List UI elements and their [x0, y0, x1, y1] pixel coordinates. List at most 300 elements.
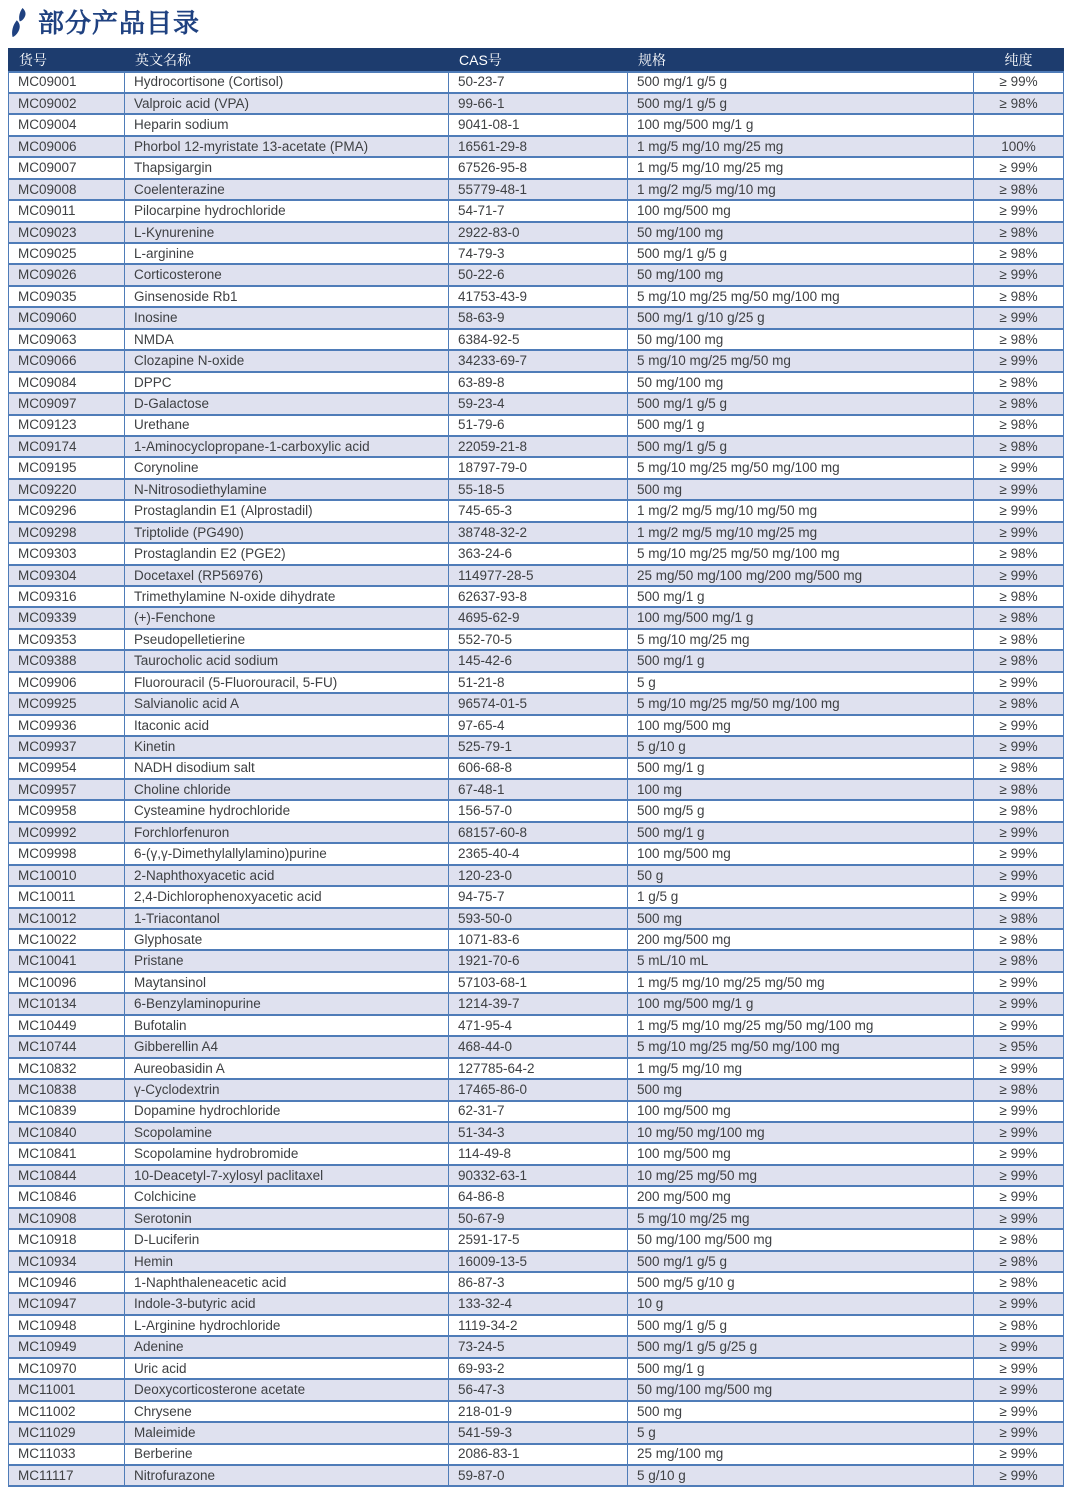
english-name-cell: Choline chloride — [125, 779, 449, 800]
english-name-cell: Prostaglandin E2 (PGE2) — [125, 543, 449, 564]
table-row — [9, 500, 1064, 521]
cas-no-cell: 1119-34-2 — [449, 1315, 628, 1336]
table-row — [9, 222, 1064, 243]
table-row — [9, 1143, 1064, 1164]
cas-no-cell: 145-42-6 — [449, 650, 628, 671]
table-row — [9, 350, 1064, 371]
english-name-cell: Forchlorfenuron — [125, 822, 449, 843]
purity-cell: ≥ 99% — [974, 200, 1064, 221]
cas-no-cell: 1921-70-6 — [449, 950, 628, 971]
specification-cell: 1 mg/5 mg/10 mg/25 mg/50 mg — [628, 972, 974, 993]
purity-cell: ≥ 98% — [974, 650, 1064, 671]
purity-cell: ≥ 99% — [974, 1293, 1064, 1314]
table-row — [9, 565, 1064, 586]
english-name-cell: Deoxycorticosterone acetate — [125, 1379, 449, 1400]
catalog-no-cell: MC11002 — [9, 1401, 125, 1422]
cas-no-cell: 58-63-9 — [449, 307, 628, 328]
catalog-no-cell: MC10841 — [9, 1143, 125, 1164]
table-row — [9, 693, 1064, 714]
catalog-no-cell: MC10840 — [9, 1122, 125, 1143]
catalog-no-cell: MC09925 — [9, 693, 125, 714]
english-name-cell: Scopolamine hydrobromide — [125, 1143, 449, 1164]
catalog-no-cell: MC09066 — [9, 350, 125, 371]
purity-cell: ≥ 98% — [974, 779, 1064, 800]
catalog-no-cell: MC10022 — [9, 929, 125, 950]
catalog-no-cell: MC10970 — [9, 1358, 125, 1379]
specification-cell: 100 mg — [628, 779, 974, 800]
cas-no-cell: 133-32-4 — [449, 1293, 628, 1314]
english-name-cell: 1-Triacontanol — [125, 908, 449, 929]
table-row — [9, 1186, 1064, 1207]
cas-no-cell: 94-75-7 — [449, 886, 628, 907]
english-name-cell: Uric acid — [125, 1358, 449, 1379]
english-name-cell: 6-(γ,γ-Dimethylallylamino)purine — [125, 843, 449, 864]
english-name-cell: Heparin sodium — [125, 114, 449, 135]
english-name-cell: D-Galactose — [125, 393, 449, 414]
specification-cell: 1 mg/2 mg/5 mg/10 mg/25 mg — [628, 522, 974, 543]
purity-cell: ≥ 98% — [974, 586, 1064, 607]
cas-no-cell: 606-68-8 — [449, 758, 628, 779]
cas-no-cell: 51-79-6 — [449, 415, 628, 436]
specification-cell: 100 mg/500 mg — [628, 1101, 974, 1122]
english-name-cell: Pseudopelletierine — [125, 629, 449, 650]
table-row — [9, 1036, 1064, 1057]
catalog-no-cell: MC09992 — [9, 822, 125, 843]
table-row — [9, 1208, 1064, 1229]
cas-no-cell: 51-34-3 — [449, 1122, 628, 1143]
catalog-no-cell: MC09316 — [9, 586, 125, 607]
catalog-no-cell: MC09025 — [9, 243, 125, 264]
specification-cell: 200 mg/500 mg — [628, 1186, 974, 1207]
table-row — [9, 972, 1064, 993]
table-row — [9, 157, 1064, 178]
table-row — [9, 415, 1064, 436]
english-name-cell: Corticosterone — [125, 264, 449, 285]
specification-cell: 25 mg/100 mg — [628, 1444, 974, 1465]
catalog-no-cell: MC11001 — [9, 1379, 125, 1400]
table-row — [9, 1422, 1064, 1443]
specification-cell: 500 mg/1 g/5 g — [628, 436, 974, 457]
specification-cell: 500 mg — [628, 1401, 974, 1422]
purity-cell: ≥ 98% — [974, 693, 1064, 714]
table-row — [9, 1465, 1064, 1486]
specification-cell: 500 mg/5 g — [628, 800, 974, 821]
specification-cell: 5 mg/10 mg/25 mg/50 mg/100 mg — [628, 286, 974, 307]
cas-no-cell: 114-49-8 — [449, 1143, 628, 1164]
page-title: 部分产品目录 — [38, 8, 201, 38]
table-row — [9, 114, 1064, 135]
table-row — [9, 1015, 1064, 1036]
specification-cell: 500 mg/1 g — [628, 1358, 974, 1379]
table-row — [9, 1101, 1064, 1122]
english-name-cell: Clozapine N-oxide — [125, 350, 449, 371]
specification-cell: 500 mg — [628, 1079, 974, 1100]
cas-no-cell: 114977-28-5 — [449, 565, 628, 586]
cas-no-cell: 2591-17-5 — [449, 1229, 628, 1250]
cas-no-cell: 67526-95-8 — [449, 157, 628, 178]
catalog-no-cell: MC09007 — [9, 157, 125, 178]
specification-cell: 1 mg/5 mg/10 mg — [628, 1058, 974, 1079]
specification-cell: 200 mg/500 mg — [628, 929, 974, 950]
specification-cell: 10 mg/50 mg/100 mg — [628, 1122, 974, 1143]
catalog-no-cell: MC09936 — [9, 715, 125, 736]
cas-no-cell: 90332-63-1 — [449, 1165, 628, 1186]
purity-cell: ≥ 99% — [974, 350, 1064, 371]
cas-no-cell: 18797-79-0 — [449, 457, 628, 478]
table-header-row — [9, 49, 1064, 72]
purity-cell: ≥ 99% — [974, 157, 1064, 178]
table-row — [9, 993, 1064, 1014]
purity-cell: 100% — [974, 136, 1064, 157]
table-row — [9, 629, 1064, 650]
english-name-cell: Docetaxel (RP56976) — [125, 565, 449, 586]
catalog-no-cell: MC10918 — [9, 1229, 125, 1250]
cas-no-cell: 55779-48-1 — [449, 179, 628, 200]
english-name-cell: Dopamine hydrochloride — [125, 1101, 449, 1122]
english-name-cell: Triptolide (PG490) — [125, 522, 449, 543]
catalog-no-cell: MC10744 — [9, 1036, 125, 1057]
english-name-cell: Aureobasidin A — [125, 1058, 449, 1079]
purity-cell: ≥ 98% — [974, 1079, 1064, 1100]
table-row — [9, 1358, 1064, 1379]
purity-cell: ≥ 99% — [974, 457, 1064, 478]
purity-cell: ≥ 99% — [974, 1336, 1064, 1357]
cas-no-cell: 218-01-9 — [449, 1401, 628, 1422]
table-row — [9, 843, 1064, 864]
cas-no-cell: 62-31-7 — [449, 1101, 628, 1122]
cas-no-cell: 541-59-3 — [449, 1422, 628, 1443]
english-name-cell: Ginsenoside Rb1 — [125, 286, 449, 307]
english-name-cell: Urethane — [125, 415, 449, 436]
catalog-no-cell: MC10832 — [9, 1058, 125, 1079]
specification-cell: 500 mg/1 g/5 g — [628, 243, 974, 264]
specification-cell: 100 mg/500 mg/1 g — [628, 993, 974, 1014]
table-row — [9, 1251, 1064, 1272]
table-row — [9, 1315, 1064, 1336]
purity-cell: ≥ 99% — [974, 522, 1064, 543]
table-row — [9, 1229, 1064, 1250]
cas-no-cell: 68157-60-8 — [449, 822, 628, 843]
specification-cell: 5 mL/10 mL — [628, 950, 974, 971]
catalog-no-cell: MC11033 — [9, 1444, 125, 1465]
catalog-no-cell: MC09954 — [9, 758, 125, 779]
purity-cell: ≥ 99% — [974, 1015, 1064, 1036]
purity-cell: ≥ 98% — [974, 286, 1064, 307]
purity-cell — [974, 114, 1064, 135]
english-name-cell: γ-Cyclodextrin — [125, 1079, 449, 1100]
english-name-cell: Corynoline — [125, 457, 449, 478]
cas-no-cell: 1214-39-7 — [449, 993, 628, 1014]
cas-no-cell: 525-79-1 — [449, 736, 628, 757]
table-row — [9, 607, 1064, 628]
purity-cell: ≥ 99% — [974, 865, 1064, 886]
table-row — [9, 672, 1064, 693]
purity-cell: ≥ 99% — [974, 1101, 1064, 1122]
table-row — [9, 522, 1064, 543]
catalog-no-cell: MC09298 — [9, 522, 125, 543]
cas-no-cell: 59-23-4 — [449, 393, 628, 414]
english-name-cell: Scopolamine — [125, 1122, 449, 1143]
specification-cell: 500 mg — [628, 479, 974, 500]
table-row — [9, 822, 1064, 843]
catalog-no-cell: MC10908 — [9, 1208, 125, 1229]
purity-cell: ≥ 99% — [974, 1358, 1064, 1379]
specification-cell: 50 mg/100 mg — [628, 264, 974, 285]
specification-cell: 500 mg — [628, 908, 974, 929]
cas-no-cell: 120-23-0 — [449, 865, 628, 886]
table-row — [9, 264, 1064, 285]
english-name-cell: Colchicine — [125, 1186, 449, 1207]
cas-no-cell: 156-57-0 — [449, 800, 628, 821]
cas-no-cell: 97-65-4 — [449, 715, 628, 736]
english-name-cell: 2-Naphthoxyacetic acid — [125, 865, 449, 886]
catalog-no-cell: MC09220 — [9, 479, 125, 500]
specification-cell: 5 mg/10 mg/25 mg — [628, 629, 974, 650]
purity-cell: ≥ 98% — [974, 800, 1064, 821]
cas-no-cell: 59-87-0 — [449, 1465, 628, 1486]
table-row — [9, 457, 1064, 478]
specification-cell: 500 mg/1 g — [628, 758, 974, 779]
english-name-cell: Valproic acid (VPA) — [125, 93, 449, 114]
purity-cell: ≥ 99% — [974, 500, 1064, 521]
english-name-cell: Hemin — [125, 1251, 449, 1272]
english-name-cell: Maleimide — [125, 1422, 449, 1443]
cas-no-cell: 6384-92-5 — [449, 329, 628, 350]
table-row — [9, 1336, 1064, 1357]
purity-cell: ≥ 98% — [974, 929, 1064, 950]
catalog-no-cell: MC09006 — [9, 136, 125, 157]
cas-no-cell: 2922-83-0 — [449, 222, 628, 243]
purity-cell: ≥ 98% — [974, 1251, 1064, 1272]
table-row — [9, 1444, 1064, 1465]
purity-cell: ≥ 99% — [974, 1422, 1064, 1443]
specification-cell: 1 mg/5 mg/10 mg/25 mg/50 mg/100 mg — [628, 1015, 974, 1036]
specification-cell: 500 mg/1 g — [628, 415, 974, 436]
cas-no-cell: 50-22-6 — [449, 264, 628, 285]
table-row — [9, 372, 1064, 393]
catalog-no-cell: MC09002 — [9, 93, 125, 114]
catalog-no-cell: MC11029 — [9, 1422, 125, 1443]
english-name-cell: Bufotalin — [125, 1015, 449, 1036]
english-name-cell: Thapsigargin — [125, 157, 449, 178]
specification-cell: 500 mg/1 g — [628, 586, 974, 607]
cas-no-cell: 41753-43-9 — [449, 286, 628, 307]
purity-cell: ≥ 98% — [974, 607, 1064, 628]
column-header-english-name: 英文名称 — [125, 49, 449, 72]
specification-cell: 50 mg/100 mg — [628, 372, 974, 393]
table-row — [9, 179, 1064, 200]
purity-cell: ≥ 99% — [974, 1165, 1064, 1186]
purity-cell: ≥ 98% — [974, 1315, 1064, 1336]
english-name-cell: 1-Naphthaleneacetic acid — [125, 1272, 449, 1293]
english-name-cell: Phorbol 12-myristate 13-acetate (PMA) — [125, 136, 449, 157]
catalog-no-cell: MC10839 — [9, 1101, 125, 1122]
specification-cell: 1 mg/5 mg/10 mg/25 mg — [628, 157, 974, 178]
catalog-no-cell: MC09353 — [9, 629, 125, 650]
english-name-cell: Pristane — [125, 950, 449, 971]
cas-no-cell: 62637-93-8 — [449, 586, 628, 607]
column-header-purity: 纯度 — [974, 49, 1064, 72]
catalog-no-cell: MC10947 — [9, 1293, 125, 1314]
purity-cell: ≥ 98% — [974, 908, 1064, 929]
specification-cell: 100 mg/500 mg — [628, 843, 974, 864]
english-name-cell: D-Luciferin — [125, 1229, 449, 1250]
specification-cell: 25 mg/50 mg/100 mg/200 mg/500 mg — [628, 565, 974, 586]
english-name-cell: NMDA — [125, 329, 449, 350]
cas-no-cell: 86-87-3 — [449, 1272, 628, 1293]
purity-cell: ≥ 98% — [974, 243, 1064, 264]
table-row — [9, 800, 1064, 821]
catalog-no-cell: MC09957 — [9, 779, 125, 800]
purity-cell: ≥ 99% — [974, 1465, 1064, 1486]
catalog-no-cell: MC09304 — [9, 565, 125, 586]
purity-cell: ≥ 98% — [974, 372, 1064, 393]
cas-no-cell: 1071-83-6 — [449, 929, 628, 950]
specification-cell: 500 mg/1 g/5 g — [628, 393, 974, 414]
purity-cell: ≥ 99% — [974, 972, 1064, 993]
specification-cell: 5 g — [628, 672, 974, 693]
catalog-no-cell: MC09303 — [9, 543, 125, 564]
cas-no-cell: 51-21-8 — [449, 672, 628, 693]
english-name-cell: Coelenterazine — [125, 179, 449, 200]
catalog-no-cell: MC09906 — [9, 672, 125, 693]
catalog-no-cell: MC09937 — [9, 736, 125, 757]
catalog-no-cell: MC09339 — [9, 607, 125, 628]
purity-cell: ≥ 99% — [974, 1208, 1064, 1229]
purity-cell: ≥ 98% — [974, 1272, 1064, 1293]
english-name-cell: N-Nitrosodiethylamine — [125, 479, 449, 500]
cas-no-cell: 2086-83-1 — [449, 1444, 628, 1465]
table-row — [9, 72, 1064, 93]
specification-cell: 50 mg/100 mg — [628, 329, 974, 350]
specification-cell: 100 mg/500 mg — [628, 1143, 974, 1164]
purity-cell: ≥ 95% — [974, 1036, 1064, 1057]
english-name-cell: Inosine — [125, 307, 449, 328]
purity-cell: ≥ 99% — [974, 886, 1064, 907]
specification-cell: 5 g/10 g — [628, 1465, 974, 1486]
catalog-no-cell: MC10948 — [9, 1315, 125, 1336]
english-name-cell: Gibberellin A4 — [125, 1036, 449, 1057]
cas-no-cell: 38748-32-2 — [449, 522, 628, 543]
specification-cell: 5 mg/10 mg/25 mg/50 mg/100 mg — [628, 543, 974, 564]
cas-no-cell: 57103-68-1 — [449, 972, 628, 993]
english-name-cell: Salvianolic acid A — [125, 693, 449, 714]
cas-no-cell: 16009-13-5 — [449, 1251, 628, 1272]
catalog-no-cell: MC09388 — [9, 650, 125, 671]
purity-cell: ≥ 99% — [974, 1401, 1064, 1422]
catalog-no-cell: MC10041 — [9, 950, 125, 971]
specification-cell: 5 g — [628, 1422, 974, 1443]
table-row — [9, 1401, 1064, 1422]
catalog-no-cell: MC09998 — [9, 843, 125, 864]
cas-no-cell: 127785-64-2 — [449, 1058, 628, 1079]
catalog-no-cell: MC09195 — [9, 457, 125, 478]
catalog-no-cell: MC09001 — [9, 72, 125, 93]
specification-cell: 500 mg/1 g/10 g/25 g — [628, 307, 974, 328]
catalog-no-cell: MC09004 — [9, 114, 125, 135]
specification-cell: 500 mg/1 g — [628, 650, 974, 671]
table-row — [9, 865, 1064, 886]
table-row — [9, 1079, 1064, 1100]
catalog-no-cell: MC10449 — [9, 1015, 125, 1036]
table-row — [9, 286, 1064, 307]
english-name-cell: Serotonin — [125, 1208, 449, 1229]
english-name-cell: Maytansinol — [125, 972, 449, 993]
table-row — [9, 650, 1064, 671]
cas-no-cell: 2365-40-4 — [449, 843, 628, 864]
cas-no-cell: 363-24-6 — [449, 543, 628, 564]
purity-cell: ≥ 98% — [974, 93, 1064, 114]
table-body — [9, 72, 1064, 1487]
english-name-cell: Pilocarpine hydrochloride — [125, 200, 449, 221]
cas-no-cell: 593-50-0 — [449, 908, 628, 929]
purity-cell: ≥ 99% — [974, 715, 1064, 736]
table-row — [9, 136, 1064, 157]
page-header — [0, 0, 1071, 39]
column-header-cas-no: CAS号 — [449, 49, 628, 72]
cas-no-cell: 67-48-1 — [449, 779, 628, 800]
english-name-cell: Kinetin — [125, 736, 449, 757]
cas-no-cell: 73-24-5 — [449, 1336, 628, 1357]
specification-cell: 1 mg/5 mg/10 mg/25 mg — [628, 136, 974, 157]
purity-cell: ≥ 99% — [974, 1122, 1064, 1143]
cas-no-cell: 55-18-5 — [449, 479, 628, 500]
catalog-no-cell: MC10096 — [9, 972, 125, 993]
specification-cell: 100 mg/500 mg — [628, 715, 974, 736]
catalog-no-cell: MC09123 — [9, 415, 125, 436]
specification-cell: 500 mg/1 g/5 g — [628, 1251, 974, 1272]
english-name-cell: NADH disodium salt — [125, 758, 449, 779]
brand-flame-icon — [7, 8, 31, 39]
purity-cell: ≥ 99% — [974, 479, 1064, 500]
table-row — [9, 929, 1064, 950]
english-name-cell: (+)-Fenchone — [125, 607, 449, 628]
table-row — [9, 586, 1064, 607]
specification-cell: 500 mg/1 g/5 g — [628, 72, 974, 93]
table-row — [9, 908, 1064, 929]
catalog-no-cell: MC10010 — [9, 865, 125, 886]
english-name-cell: Glyphosate — [125, 929, 449, 950]
catalog-no-cell: MC11117 — [9, 1465, 125, 1486]
specification-cell: 500 mg/1 g — [628, 822, 974, 843]
english-name-cell: Hydrocortisone (Cortisol) — [125, 72, 449, 93]
purity-cell: ≥ 98% — [974, 758, 1064, 779]
table-row — [9, 543, 1064, 564]
specification-cell: 50 mg/100 mg/500 mg — [628, 1229, 974, 1250]
table-row — [9, 1058, 1064, 1079]
table-row — [9, 1165, 1064, 1186]
catalog-no-cell: MC10134 — [9, 993, 125, 1014]
purity-cell: ≥ 99% — [974, 1058, 1064, 1079]
specification-cell: 10 mg/25 mg/50 mg — [628, 1165, 974, 1186]
english-name-cell: Indole-3-butyric acid — [125, 1293, 449, 1314]
cas-no-cell: 56-47-3 — [449, 1379, 628, 1400]
catalog-no-cell: MC09084 — [9, 372, 125, 393]
column-header-specification: 规格 — [628, 49, 974, 72]
catalog-no-cell: MC09008 — [9, 179, 125, 200]
cas-no-cell: 50-67-9 — [449, 1208, 628, 1229]
table-row — [9, 1379, 1064, 1400]
cas-no-cell: 63-89-8 — [449, 372, 628, 393]
table-row — [9, 93, 1064, 114]
purity-cell: ≥ 98% — [974, 179, 1064, 200]
purity-cell: ≥ 99% — [974, 993, 1064, 1014]
catalog-no-cell: MC10946 — [9, 1272, 125, 1293]
purity-cell: ≥ 99% — [974, 1444, 1064, 1465]
table-row — [9, 758, 1064, 779]
table-row — [9, 736, 1064, 757]
purity-cell: ≥ 99% — [974, 307, 1064, 328]
